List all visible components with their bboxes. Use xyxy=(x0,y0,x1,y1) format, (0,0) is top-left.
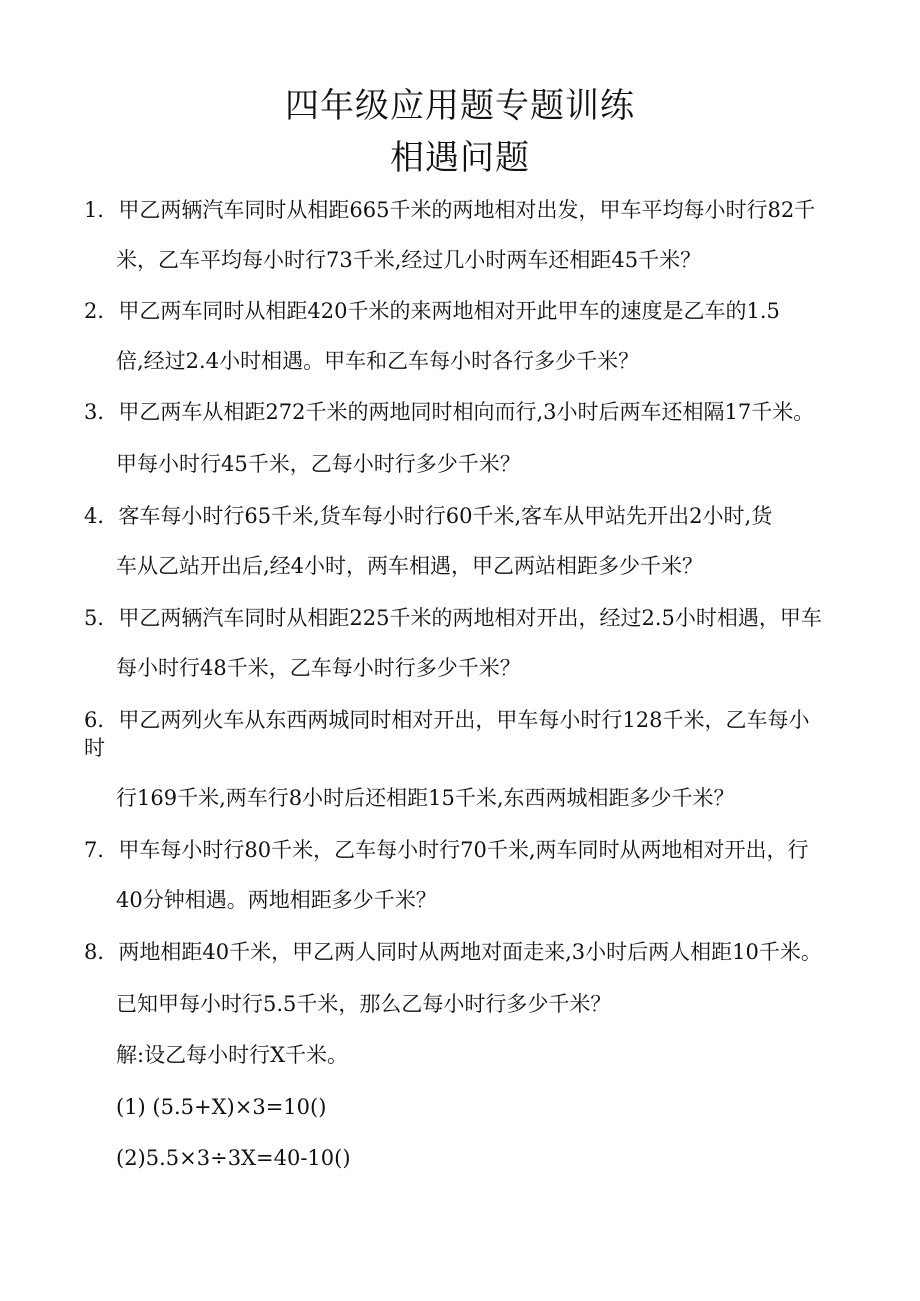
question-5-line-2: 每小时行48千米，乙车每小时行多少千米？ xyxy=(116,656,521,680)
question-6-line-2: 时 xyxy=(84,736,105,760)
question-number: 6 xyxy=(84,708,98,732)
question-2-line-1: 2．甲乙两车同时从相距420千米的来两地相对开此甲车的速度是乙车的1.5 xyxy=(84,299,780,323)
question-7-line-2: 40分钟相遇。两地相距多少千米？ xyxy=(116,888,437,912)
question-8-line-1: 8．两地相距40千米，甲乙两人同时从两地对面走来,3小时后两人相距10千米。 xyxy=(84,940,822,964)
question-number: 4 xyxy=(84,504,98,528)
question-7-line-1: 7．甲车每小时行80千米，乙车每小时行70千米,两车同时从两地相对开出，行 xyxy=(84,838,809,862)
question-4-line-1: 4．客车每小时行65千米,货车每小时行60千米,客车从甲站先开出2小时,货 xyxy=(84,504,773,528)
document-title: 四年级应用题专题训练 xyxy=(285,86,635,126)
question-number: 8 xyxy=(84,940,98,964)
equation-2: (2)5.5×3÷3X=40-10() xyxy=(116,1146,351,1170)
question-number: 5 xyxy=(84,606,98,630)
question-4-line-2: 车从乙站开出后,经4小时，两车相遇，甲乙两站相距多少千米？ xyxy=(116,554,704,578)
question-3-line-1: 3．甲乙两车从相距272千米的两地同时相向而行,3小时后两车还相隔17千米。 xyxy=(84,400,815,424)
document-subtitle: 相遇问题 xyxy=(390,138,530,178)
question-5-line-1: 5．甲乙两辆汽车同时从相距225千米的两地相对开出，经过2.5小时相遇，甲车 xyxy=(84,606,822,630)
solution-setup: 解:设乙每小时行X千米。 xyxy=(116,1043,349,1067)
question-1-line-1: 1．甲乙两辆汽车同时从相距665千米的两地相对出发，甲车平均每小时行82千 xyxy=(84,198,816,222)
question-3-line-2: 甲每小时行45千米，乙每小时行多少千米？ xyxy=(116,452,521,476)
question-number: 7 xyxy=(84,838,98,862)
question-number: 3 xyxy=(84,400,98,424)
question-6-line-1: 6．甲乙两列火车从东西两城同时相对开出，甲车每小时行128千米，乙车每小 xyxy=(84,708,810,732)
question-number: 2 xyxy=(84,299,98,323)
question-6-line-3: 行169千米,两车行8小时后还相距15千米,东西两城相距多少千米？ xyxy=(116,786,735,810)
question-1-line-2: 米，乙车平均每小时行73千米,经过几小时两车还相距45千米？ xyxy=(116,248,702,272)
equation-1: (1) (5.5+X)×3=10() xyxy=(116,1095,327,1119)
question-number: 1 xyxy=(84,198,98,222)
question-2-line-2: 倍,经过2.4小时相遇。甲车和乙车每小时各行多少千米？ xyxy=(116,349,640,373)
question-8-line-2: 已知甲每小时行5.5千米，那么乙每小时行多少千米？ xyxy=(116,992,612,1016)
